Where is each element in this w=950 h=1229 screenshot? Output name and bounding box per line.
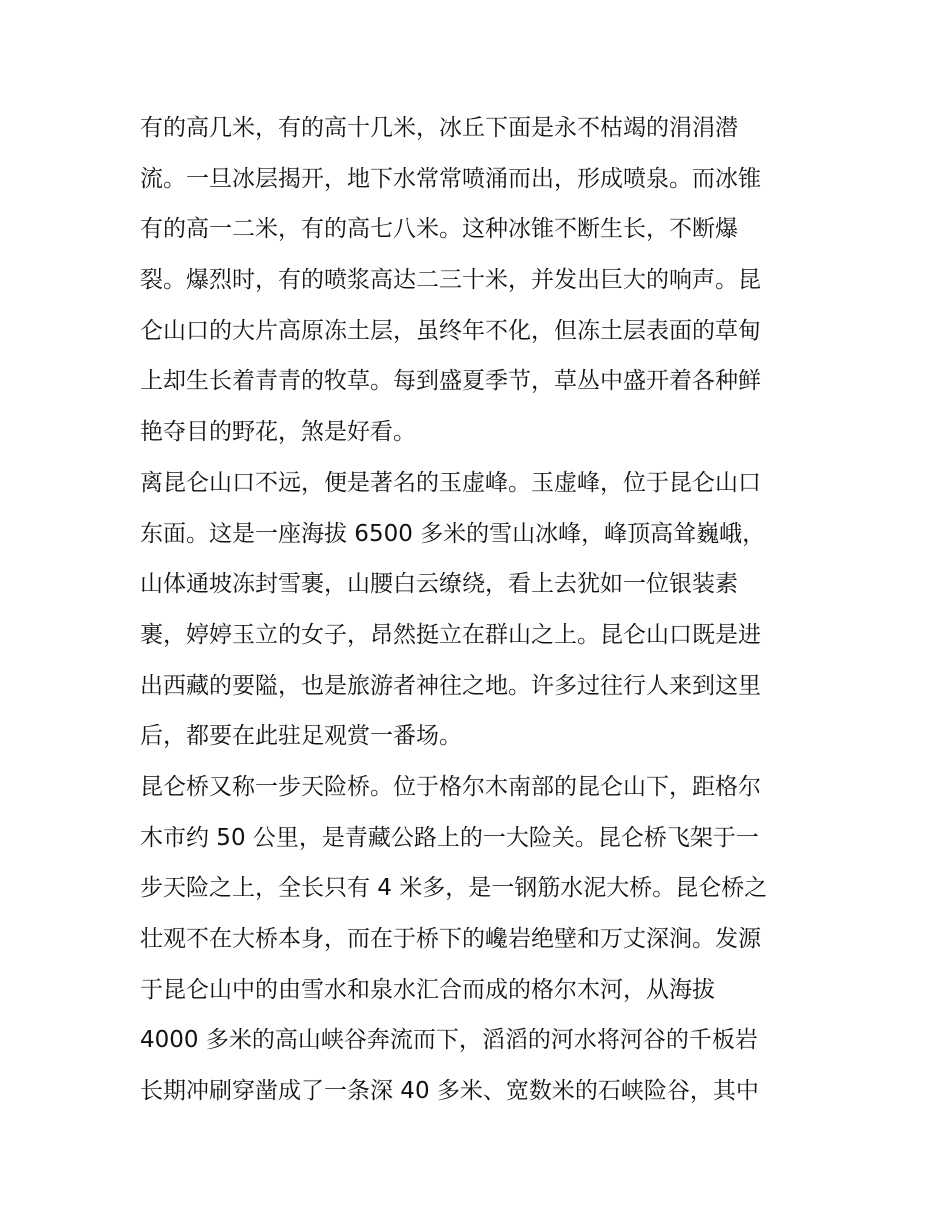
body-text (140, 103, 820, 1117)
text-line: 木市约 50 公里，是青藏公路上的一大险关。昆仑桥飞架于一 (140, 824, 759, 851)
text-line: 仑山口的大片高原冻土层，虽终年不化，但冻土层表面的草甸 (140, 317, 761, 344)
text-line: 壮观不在大桥本身，而在于桥下的巉岩绝壁和万丈深涧。发源 (140, 926, 761, 952)
text-line: 4000 多米的高山峡谷奔流而下，滔滔的河水将河谷的千板岩 (140, 1027, 758, 1054)
text-line: 艳夺目的野花，煞是好看。 (140, 419, 416, 446)
text-line: 出西藏的要隘，也是旅游者神往之地。许多过往行人来到这里 (140, 672, 761, 699)
text-line: 步天险之上，全长只有 4 米多，是一钢筋水泥大桥。昆仑桥之 (140, 875, 768, 902)
text-line: 长期冲刷穿凿成了一条深 40 多米、宽数米的石峡险谷，其中 (140, 1078, 759, 1105)
text-line: 山体通坡冻封雪裹，山腰白云缭绕，看上去犹如一位银装素 (140, 571, 738, 598)
text-line: 后，都要在此驻足观赏一番场。 (140, 723, 462, 750)
text-line: 裹，婷婷玉立的女子，昂然挺立在群山之上。昆仑山口既是进 (140, 621, 761, 648)
text-line: 有的高一二米，有的高七八米。这种冰锥不断生长，不断爆 (140, 216, 738, 243)
text-line: 于昆仑山中的由雪水和泉水汇合而成的格尔木河，从海拔 (140, 976, 715, 1003)
text-line: 离昆仑山口不远，便是著名的玉虚峰。玉虚峰，位于昆仑山口 (140, 469, 761, 496)
text-line: 昆仑桥又称一步天险桥。位于格尔木南部的昆仑山下，距格尔 (140, 773, 761, 800)
text-line: 裂。爆烈时，有的喷浆高达二三十米，并发出巨大的响声。昆 (140, 267, 761, 294)
text-line: 有的高几米，有的高十几米，冰丘下面是永不枯竭的涓涓潜 (140, 115, 738, 141)
text-line: 上却生长着青青的牧草。每到盛夏季节，草丛中盛开着各种鲜 (140, 368, 761, 395)
text-line: 东面。这是一座海拔 6500 多米的雪山冰峰，峰顶高耸巍峨， (140, 520, 766, 547)
text-line: 流。一旦冰层揭开，地下水常常喷涌而出，形成喷泉。而冰锥 (140, 165, 761, 192)
